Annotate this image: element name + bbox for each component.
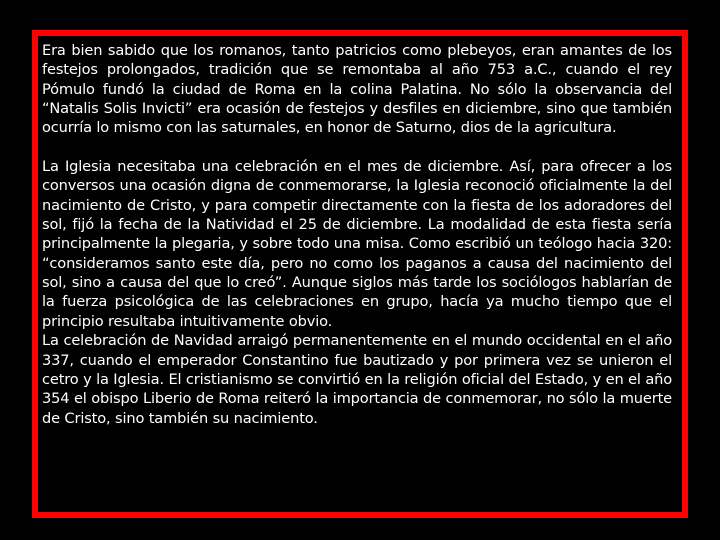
paragraph-church: La Iglesia necesitaba una celebración en el mes de diciembre. Así, para ofrecer a los conversos una ocasión digna de conmemorarse, la Iglesia reconoció oficialmente la del nacimiento de Cristo, y para competir directamente con la fiesta de los adoradores del sol, fijó la fecha de la Natividad el 25 de diciembre. La modalidad de esta fiesta sería principalmente la plegaria, y sobre todo una misa. Como escribió un teólogo hacia 320: “consideramos santo este día, pero no como los paganos a causa del nacimiento del sol, sino a causa del que lo creó”. Aunque siglos más tarde los sociólogos hablarían de la fuerza psicológica de las celebraciones en grupo, hacía ya mucho tiempo que el principio resultaba intuitivamente obvio. — [42, 158, 672, 330]
slide-text — [42, 41, 672, 428]
paragraph-romans: Era bien sabido que los romanos, tanto patricios como plebeyos, eran amantes de los festejos prolongados, tradición que se remontaba al año 753 a.C., cuando el rey Pómulo fundó la ciudad de Roma en la colina Palatina. No sólo la observancia del “Natalis Solis Invicti” era ocasión de festejos y desfiles en diciembre, sino que también ocurría lo mismo con las saturnales, en honor de Saturno, dios de la agricultura. — [42, 42, 672, 137]
paragraph-constantine: La celebración de Navidad arraigó permanentemente en el mundo occidental en el año 337, cuando el emperador Constantino fue bautizado y por primera vez se unieron el cetro y la Iglesia. El cristianismo se convirtió en la religión oficial del Estado, y en el año 354 el obispo Liberio de Roma reiteró la importancia de conmemorar, no sólo la muerte de Cristo, sino también su nacimiento. — [42, 332, 672, 427]
